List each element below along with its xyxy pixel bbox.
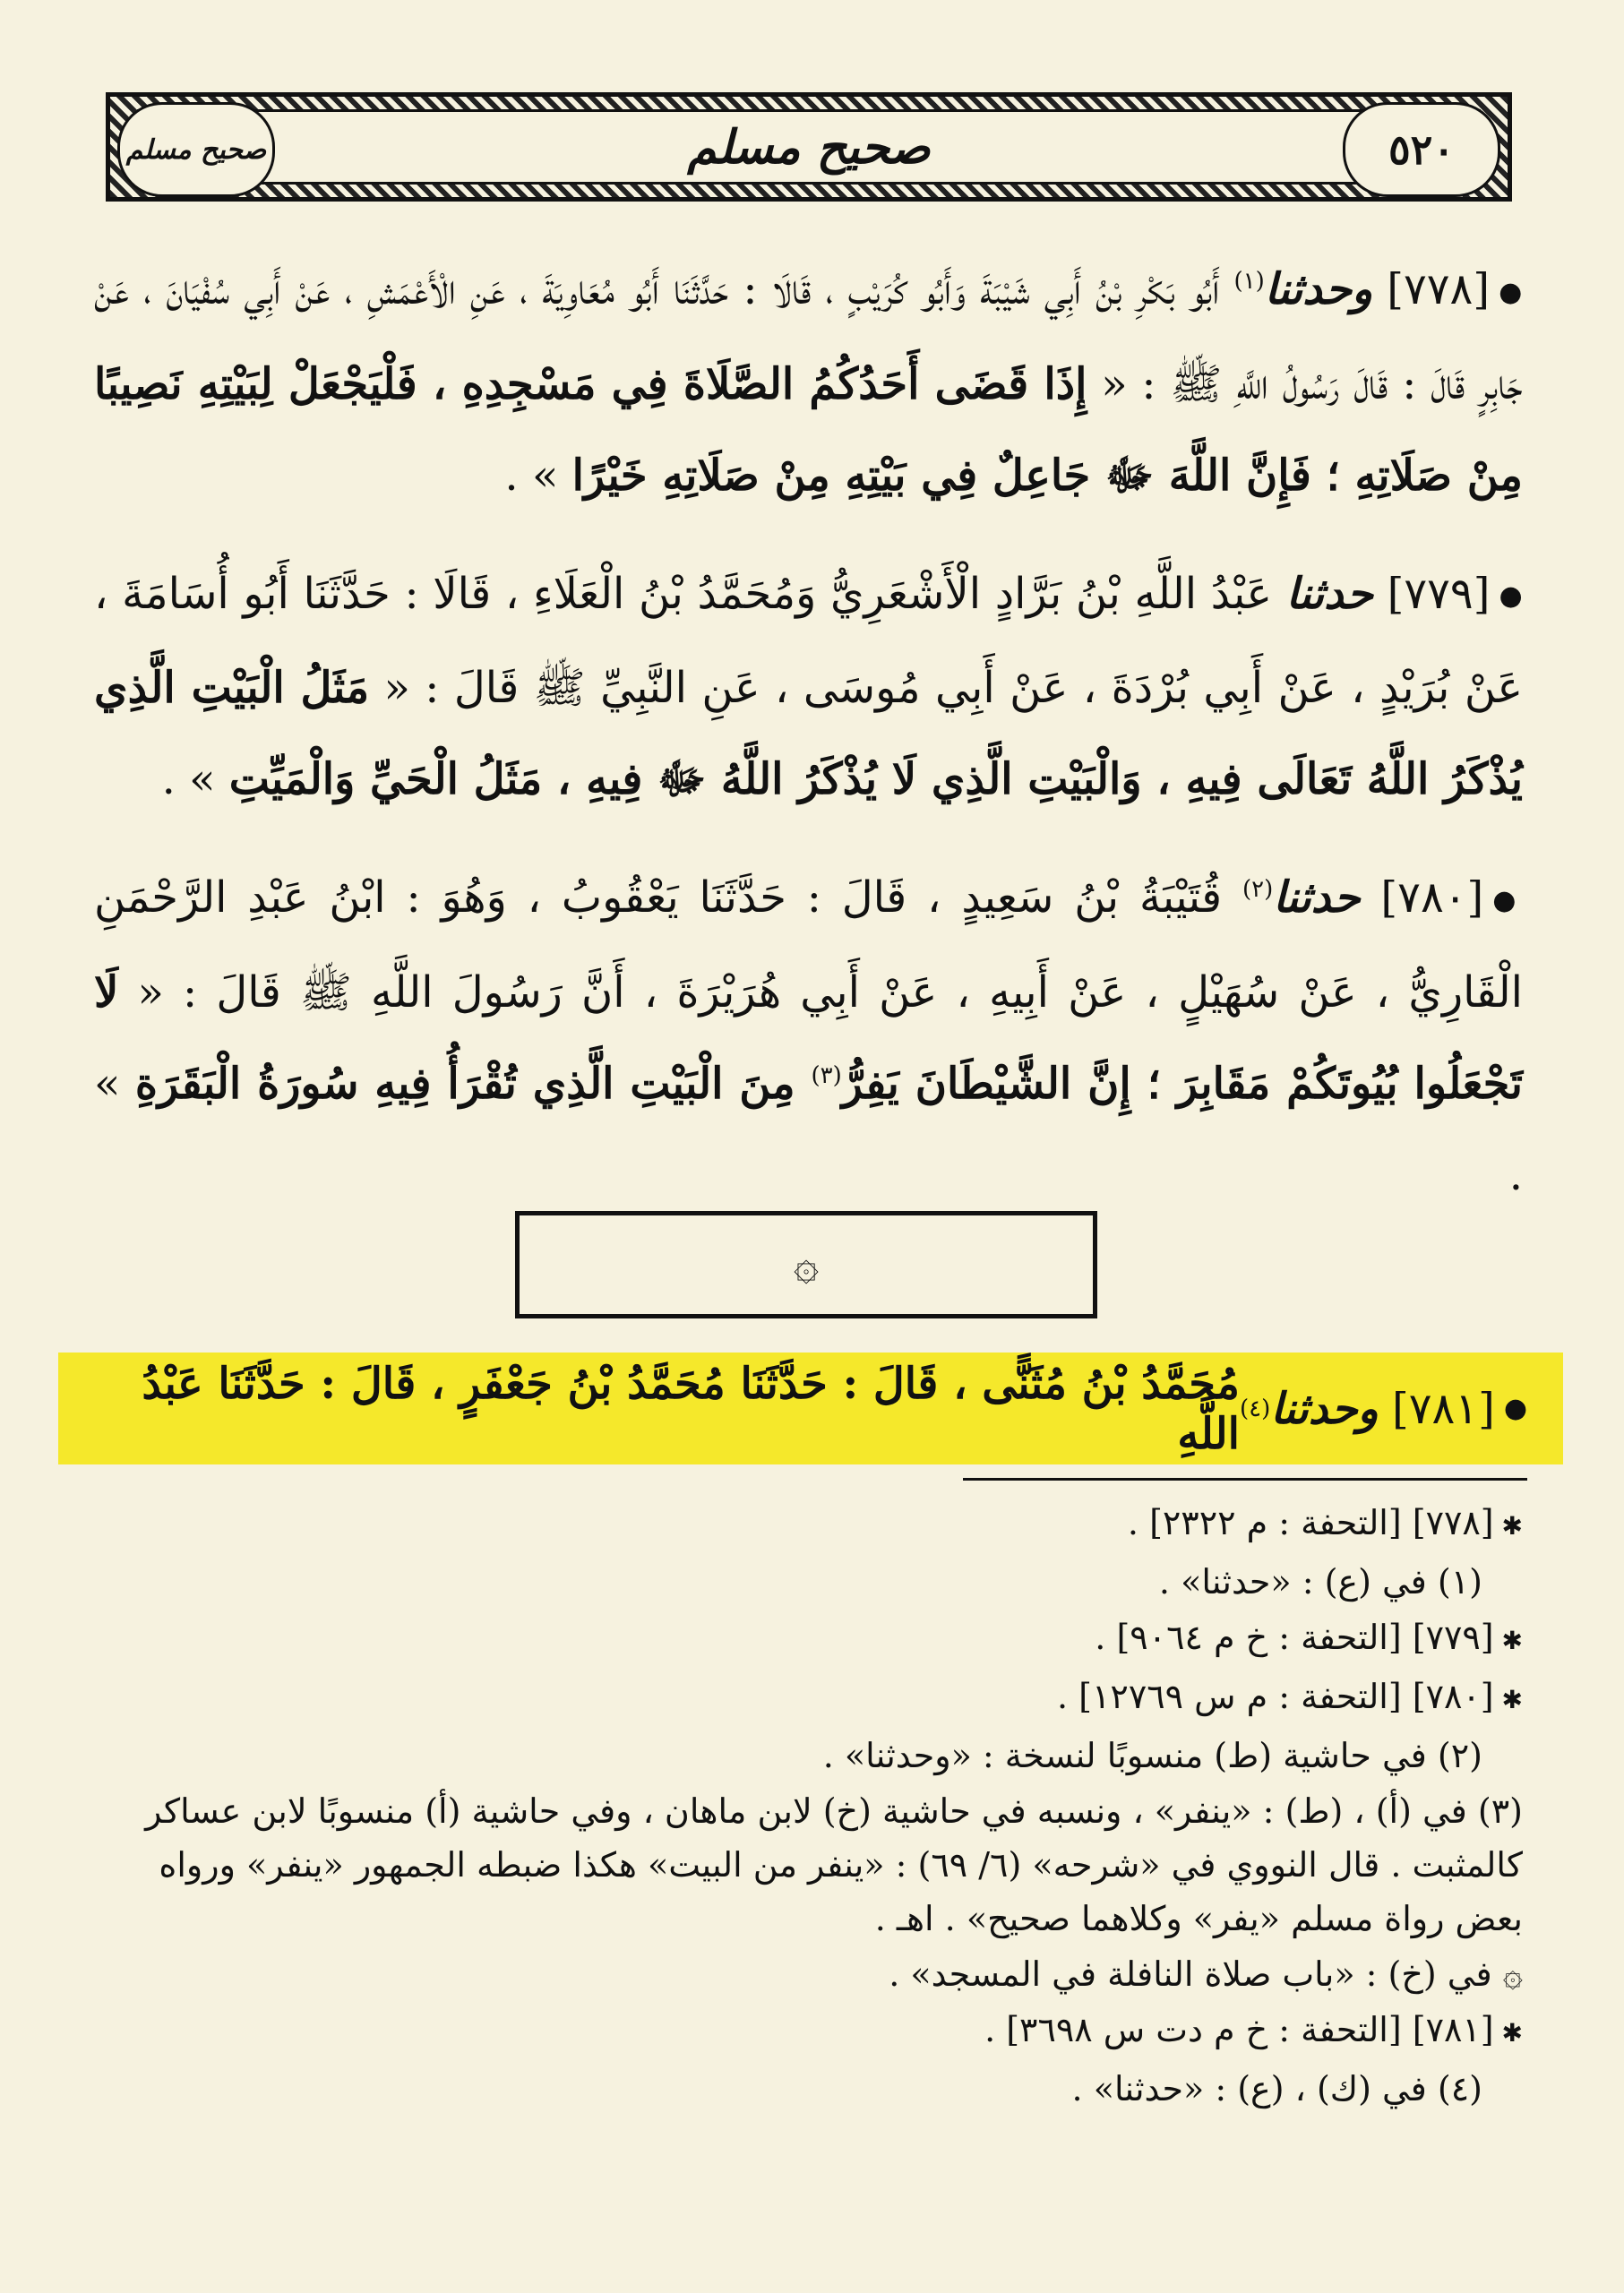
matn-text: لَا تَجْعَلُوا بُيُوتَكُمْ مَقَابِرَ ؛ إِنَّ الشَّيْطَانَ يَفِرُّ — [94, 966, 1524, 1109]
book-title: صحيح مسلم — [687, 119, 931, 175]
hadith-781-highlighted: ● [٧٨١] وحدثنا (٤) مُحَمَّدُ بْنُ مُثَنًّى ، قَالَ : حَدَّثَنَا مُحَمَّدُ بْنُ جَعْفَرٍ ، قَالَ : حَدَّثَنَا عَبْدُ اللَّهِ — [58, 1353, 1563, 1464]
footnote-marker: (٣) — [811, 1061, 842, 1089]
footnote-item: ✱ [٧٨١] [التحفة : خ م دت س ٣٦٩٨] . — [94, 2003, 1523, 2060]
footnote-item: ۞ في (خ) : «باب صلاة النافلة في المسجد» . — [889, 1954, 1523, 1994]
hadith-number: [٧٨٠] — [1380, 872, 1484, 923]
closing-quote: » . — [94, 1058, 1523, 1200]
hadith-number: [٧٨١] — [1392, 1383, 1495, 1434]
footnote-item: ✱ [٧٨٠] [التحفة : م س ١٢٧٦٩] . — [94, 1670, 1523, 1727]
footnote-divider — [963, 1478, 1527, 1481]
closing-quote: » . — [504, 450, 572, 501]
matn-text: إِذَا قَضَى أَحَدُكُمُ الصَّلَاةَ فِي مَسْجِدِهِ ، فَلْيَجْعَلْ لِبَيْتِهِ نَصِيبًا مِنْ صَلَاتِهِ ؛ فَإِنَّ اللَّهَ ﷻ جَاعِلٌ فِي بَيْتِهِ مِنْ صَلَاتِهِ خَيْرًا — [94, 358, 1523, 501]
isnad-text: أَبُو بَكْرِ بْنُ أَبِي شَيْبَةَ وَأَبُو كُرَيْبٍ ، قَالَا : حَدَّثَنَا أَبُو مُعَاوِيَةَ ، عَنِ الْأَعْمَشِ ، عَنْ أَبِي سُفْيَانَ ، عَنْ جَابِرٍ قَالَ : قَالَ رَسُولُ اللَّهِ ﷺ : « — [94, 264, 1523, 409]
hadith-number: [٧٧٩] — [1387, 568, 1491, 619]
chapter-star-icon: ۞ — [793, 1240, 820, 1290]
haddathana: وحدثنا — [1264, 264, 1373, 314]
matn-text: مَثَلُ الْبَيْتِ الَّذِي يُذْكَرُ اللَّهُ تَعَالَى فِيهِ ، وَالْبَيْتِ الَّذِي لَا يُذْكَرُ اللَّهُ ﷻ فِيهِ ، مَثَلُ الْحَيِّ وَالْمَيِّتِ — [94, 663, 1523, 804]
bullet-icon: ● — [1503, 1393, 1527, 1424]
bullet-icon: ● — [1492, 884, 1523, 916]
footnote-item: (١) في (ع) : «حدثنا» . — [1158, 1562, 1482, 1602]
footnote-marker: (٢) — [1242, 876, 1274, 903]
haddathana: حدثنا — [1285, 568, 1373, 619]
hadith-778 — [94, 244, 1523, 521]
closing-quote: » . — [161, 754, 229, 804]
main-text — [94, 244, 1523, 1248]
footnote-marker: (١) — [1233, 268, 1265, 295]
hadith-number: [٧٧٨] — [1387, 264, 1491, 314]
chapter-heading-box — [515, 1211, 1097, 1318]
page-number: ٥٢٠ — [1343, 102, 1500, 197]
matn-text-continued: مِنَ الْبَيْتِ الَّذِي تُقْرَأُ فِيهِ سُورَةُ الْبَقَرَةِ — [134, 1058, 812, 1109]
footnote-item: (٢) في حاشية (ط) منسوبًا لنسخة : «وحدثنا» . — [822, 1736, 1482, 1775]
footnote-item: ✱ [٧٧٨] [التحفة : م ٢٣٢٢] . — [94, 1496, 1523, 1553]
footnotes — [94, 1494, 1523, 2117]
book-emblem: صحيح مسلم — [117, 102, 275, 197]
bullet-icon: ● — [1499, 580, 1523, 612]
footnote-item: (٣) في (أ) ، (ط) : «ينفر» ، ونسبه في حاشية (خ) لابن ماهان ، وفي حاشية (أ) منسوبًا لابن عساكر كالمثبت . قال النووي في «شرحه» (٦/ ٦٩) : «ينفر من البيت» هكذا ضبطه الجمهور «ينفر» ورواه بعض رواة مسلم «يفر» وكلاهما صحيح» . اهـ . — [145, 1791, 1523, 1938]
haddathana: حدثنا — [1273, 872, 1361, 923]
isnad-text: عَبْدُ اللَّهِ بْنُ بَرَّادٍ الْأَشْعَرِيُّ وَمُحَمَّدُ بْنُ الْعَلَاءِ ، قَالَا : حَدَّثَنَا أَبُو أُسَامَةَ ، عَنْ بُرَيْدٍ ، عَنْ أَبِي بُرْدَةَ ، عَنْ أَبِي مُوسَى ، عَنِ النَّبِيِّ ﷺ قَالَ : « — [94, 568, 1523, 713]
bullet-icon: ● — [1499, 276, 1523, 308]
hadith-779 — [94, 548, 1523, 826]
footnote-item: (٤) في (ك) ، (ع) : «حدثنا» . — [1071, 2069, 1482, 2108]
header-title-box — [137, 109, 1481, 185]
isnad-text: قُتَيْبَةُ بْنُ سَعِيدٍ ، قَالَ : حَدَّثَنَا يَعْقُوبُ ، وَهُوَ : ابْنُ عَبْدِ الرَّحْمَنِ الْقَارِيُّ ، عَنْ سُهَيْلٍ ، عَنْ أَبِيهِ ، عَنْ أَبِي هُرَيْرَةَ ، أَنَّ رَسُولَ اللَّهِ ﷺ قَالَ : « — [94, 872, 1523, 1018]
isnad-text: مُحَمَّدُ بْنُ مُثَنًّى ، قَالَ : حَدَّثَنَا مُحَمَّدُ بْنُ جَعْفَرٍ ، قَالَ : حَدَّثَنَا عَبْدُ اللَّهِ — [142, 1358, 1240, 1459]
footnote-item: ✱ [٧٧٩] [التحفة : خ م ٩٠٦٤] . — [94, 1610, 1523, 1668]
page-header — [106, 92, 1512, 202]
hadith-780 — [94, 852, 1523, 1221]
haddathana: وحدثنا — [1270, 1383, 1379, 1434]
